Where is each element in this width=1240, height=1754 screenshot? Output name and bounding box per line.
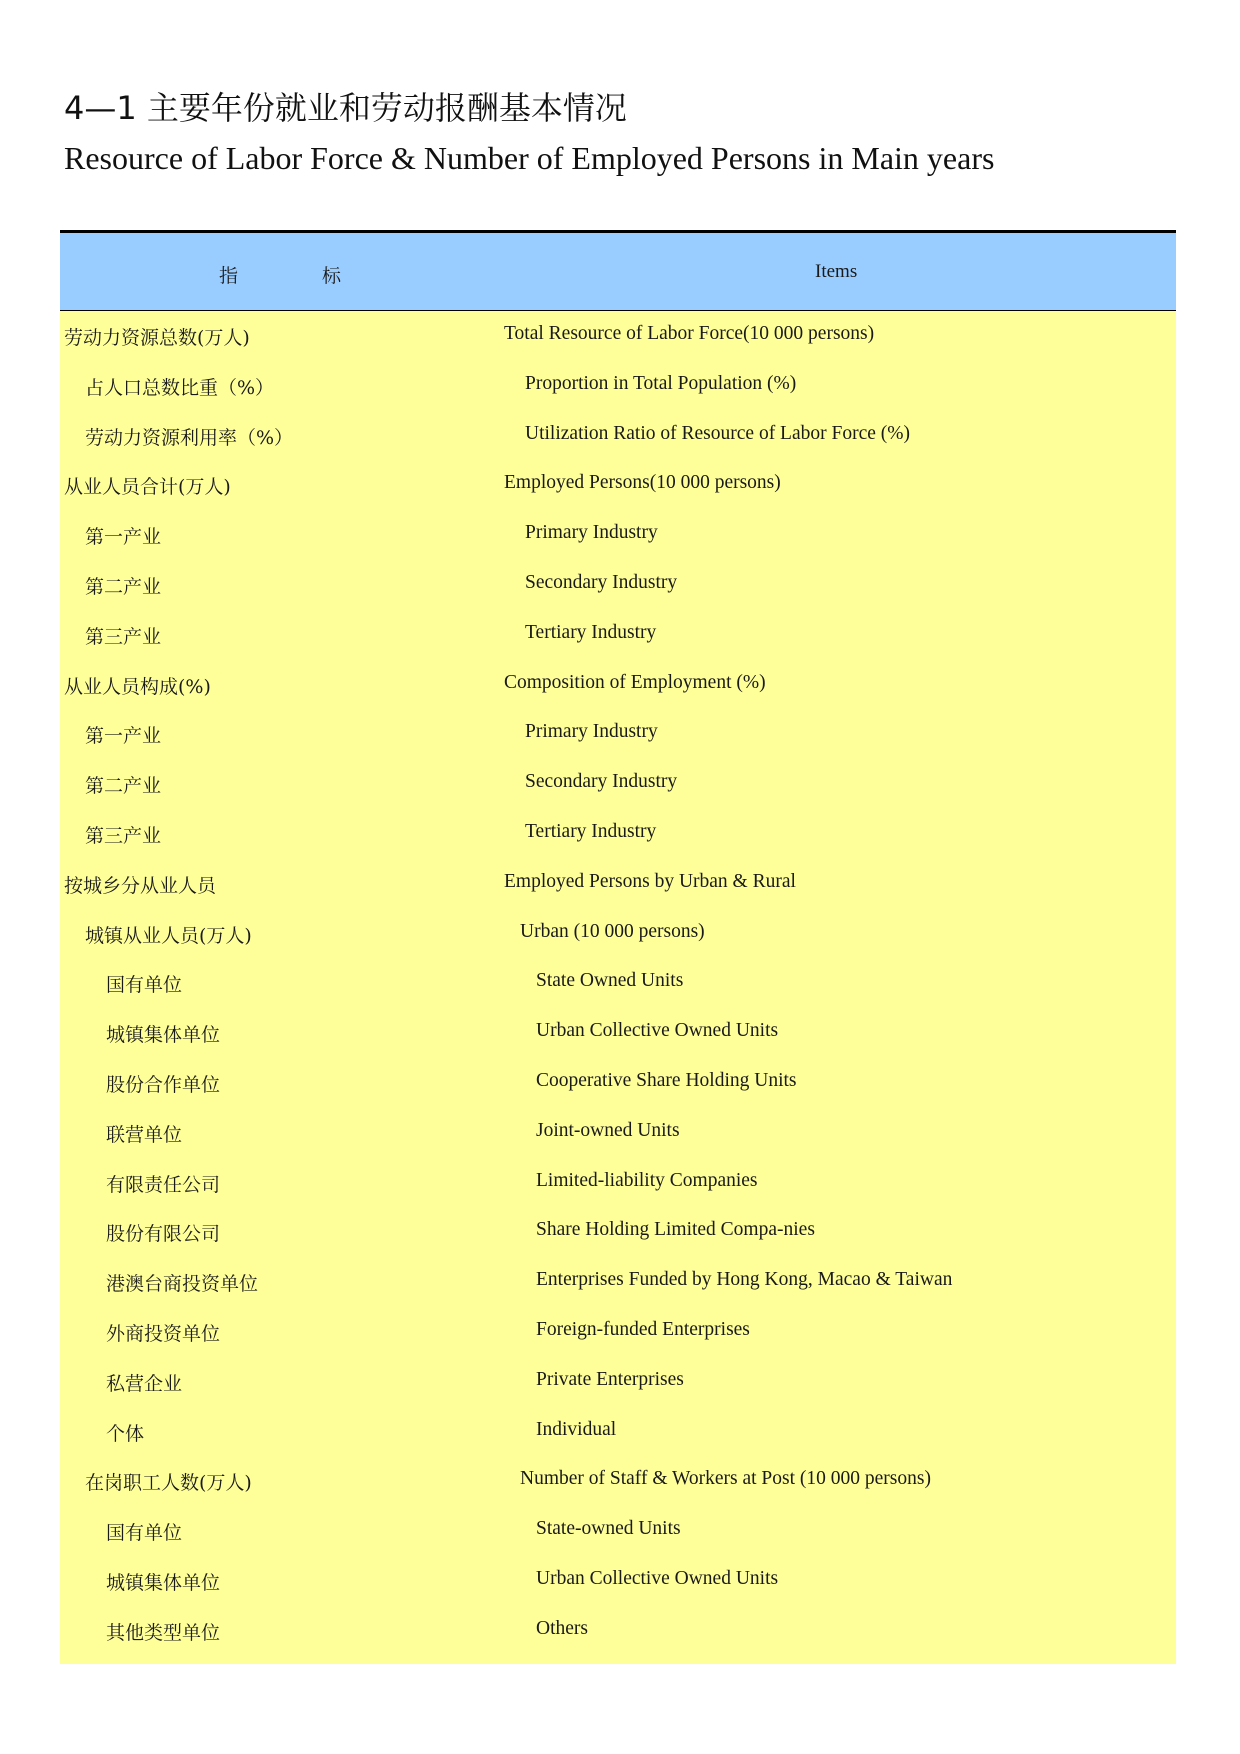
row-label-en: Joint-owned Units [536,1119,680,1141]
table-row [60,660,1176,710]
table-row [60,909,1176,959]
row-label-cn: 城镇集体单位 [106,1571,221,1594]
table-row [60,1606,1176,1656]
row-label-cn: 劳动力资源利用率（%） [85,426,294,449]
table-header [60,233,1176,311]
row-label-cn: 城镇集体单位 [106,1024,221,1047]
row-label-cn: 外商投资单位 [106,1322,221,1345]
row-label-cn: 股份合作单位 [106,1073,221,1096]
row-label-en: Utilization Ratio of Resource of Labor Force (%) [525,422,911,444]
row-label-en: Tertiary Industry [525,621,657,643]
table-row [60,1307,1176,1357]
row-label-cn: 股份有限公司 [106,1223,221,1246]
table-row [60,709,1176,759]
table-row [60,1008,1176,1058]
table-body [60,311,1176,1664]
row-label-en: Primary Industry [525,721,658,743]
row-label-cn: 在岗职工人数(万人) [85,1472,252,1495]
row-label-en: Secondary Industry [525,771,678,793]
row-label-cn: 其他类型单位 [106,1621,221,1644]
row-label-en: Composition of Employment (%) [504,671,766,693]
table-row [60,1357,1176,1407]
row-label-en: Employed Persons(10 000 persons) [504,472,781,494]
row-label-cn: 按城乡分从业人员 [64,874,217,897]
row-label-cn: 第三产业 [85,625,162,648]
table-row [60,759,1176,809]
table-row [60,1108,1176,1158]
table-row [60,560,1176,610]
row-label-en: Individual [536,1418,617,1440]
row-label-en: Share Holding Limited Compa-nies [536,1219,815,1241]
row-label-en: Employed Persons by Urban & Rural [504,870,796,892]
items-table [60,230,1176,1664]
row-label-en: Tertiary Industry [525,820,657,842]
table-row [60,1556,1176,1606]
row-label-cn: 城镇从业人员(万人) [85,924,252,947]
table-row [60,1158,1176,1208]
page-title-chinese: 4—1 主要年份就业和劳动报酬基本情况 [64,89,627,127]
row-label-en: Enterprises Funded by Hong Kong, Macao & Taiwan [536,1269,953,1291]
row-label-en: Urban Collective Owned Units [536,1020,779,1042]
row-label-cn: 联营单位 [106,1123,183,1146]
row-label-cn: 港澳台商投资单位 [106,1273,259,1296]
row-label-en: Secondary Industry [525,571,678,593]
row-label-en: Cooperative Share Holding Units [536,1069,797,1091]
table-row [60,1456,1176,1506]
table-row [60,311,1176,361]
row-label-en: Number of Staff & Workers at Post (10 000 persons) [520,1468,931,1490]
row-label-en: Urban (10 000 persons) [520,920,705,942]
row-label-en: Urban Collective Owned Units [536,1567,779,1589]
table-row [60,1506,1176,1556]
table-row [60,958,1176,1008]
row-label-en: Private Enterprises [536,1368,684,1390]
row-label-cn: 有限责任公司 [106,1173,221,1196]
row-label-en: Others [536,1617,588,1639]
row-label-en: Total Resource of Labor Force(10 000 persons) [504,323,875,344]
row-label-en: State Owned Units [536,970,684,992]
row-label-cn: 占人口总数比重（%） [85,376,275,399]
row-label-cn: 第一产业 [85,725,162,748]
row-label-en: Foreign-funded Enterprises [536,1318,750,1340]
table-row [60,361,1176,411]
row-label-cn: 第三产业 [85,824,162,847]
row-label-cn: 私营企业 [106,1372,183,1395]
row-label-cn: 国有单位 [106,974,183,997]
row-label-cn: 从业人员构成(%) [64,675,211,698]
table-row [60,411,1176,461]
row-label-en: Primary Industry [525,522,658,544]
page-title-english: Resource of Labor Force & Number of Employed Persons in Main years [64,140,995,176]
table-row [60,510,1176,560]
table-row [60,1058,1176,1108]
row-label-cn: 第二产业 [85,575,162,598]
table-row [60,1257,1176,1307]
table-row [60,809,1176,859]
row-label-cn: 劳动力资源总数(万人) [64,327,250,349]
row-label-cn: 个体 [106,1422,145,1445]
row-label-cn: 国有单位 [106,1522,183,1545]
table-row [60,460,1176,510]
row-label-cn: 第一产业 [85,526,162,549]
row-label-en: Proportion in Total Population (%) [525,372,797,394]
table-row [60,1207,1176,1257]
row-label-en: State-owned Units [536,1518,681,1540]
row-label-cn: 从业人员合计(万人) [64,476,231,499]
header-cn-label-part2: 标 [322,265,342,287]
table-row [60,610,1176,660]
header-en-label: Items [815,261,858,282]
row-label-cn: 第二产业 [85,775,162,798]
header-cn-label-part1: 指 [219,265,239,287]
row-label-en: Limited-liability Companies [536,1169,758,1191]
table-row [60,859,1176,909]
table-row [60,1407,1176,1457]
